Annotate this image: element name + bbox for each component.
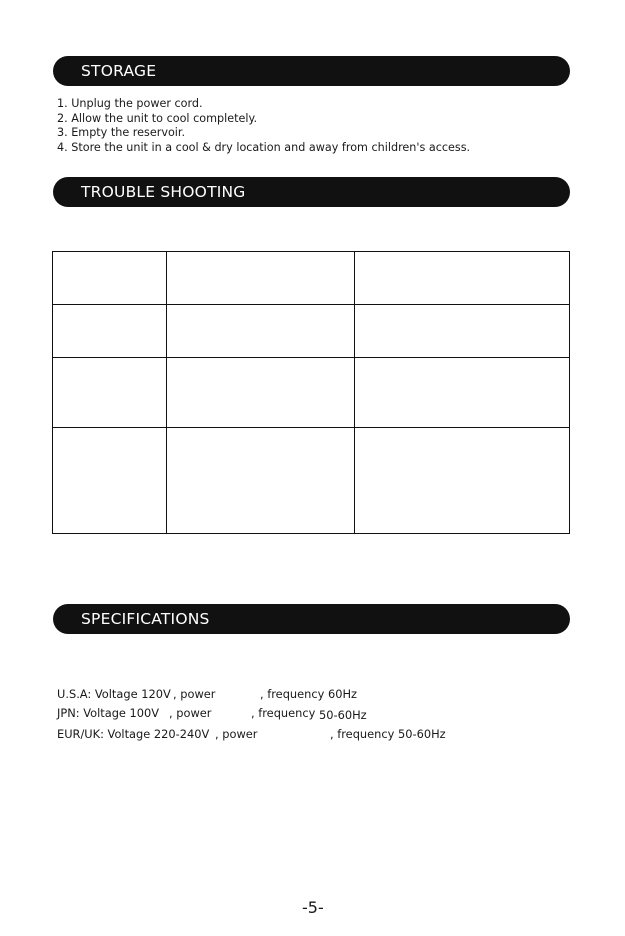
storage-step: 1. Unplug the power cord. <box>57 97 203 110</box>
table-cell <box>53 252 167 305</box>
spec-power-label: , power <box>215 727 258 741</box>
spec-region-voltage: U.S.A: Voltage 120V <box>57 687 171 701</box>
table-cell <box>167 305 355 358</box>
spec-frequency-label: , frequency <box>251 706 316 720</box>
storage-steps-list <box>57 97 470 155</box>
spec-frequency: , frequency 50-60Hz <box>330 727 446 741</box>
table-cell <box>167 252 355 305</box>
table-cell <box>355 428 570 534</box>
page-number: -5- <box>302 898 324 917</box>
table-cell <box>167 428 355 534</box>
storage-section-header: STORAGE <box>53 56 570 86</box>
spec-power-label: , power <box>169 706 212 720</box>
table-row <box>53 252 570 305</box>
table-cell <box>53 305 167 358</box>
table-cell <box>355 252 570 305</box>
storage-step: 2. Allow the unit to cool completely. <box>57 111 258 125</box>
table-cell <box>355 305 570 358</box>
table-cell <box>167 358 355 428</box>
table-row <box>53 428 570 534</box>
table-cell <box>53 358 167 428</box>
table-row <box>53 305 570 358</box>
trouble-shooting-table <box>52 251 570 534</box>
table-cell <box>355 358 570 428</box>
table-cell <box>53 428 167 534</box>
spec-region-voltage: EUR/UK: Voltage 220-240V <box>57 727 210 741</box>
storage-step: 4. Store the unit in a cool & dry location and away from children's access. <box>57 140 471 154</box>
spec-region-voltage: JPN: Voltage 100V <box>57 706 160 720</box>
specifications-section-header: SPECIFICATIONS <box>53 604 570 634</box>
spec-frequency: , frequency 60Hz <box>260 687 358 701</box>
trouble-shooting-section-header: TROUBLE SHOOTING <box>53 177 570 207</box>
table-row <box>53 358 570 428</box>
spec-frequency-value: 50-60Hz <box>319 708 367 722</box>
storage-step: 3. Empty the reservoir. <box>57 126 186 139</box>
spec-power-label: , power <box>173 687 216 701</box>
